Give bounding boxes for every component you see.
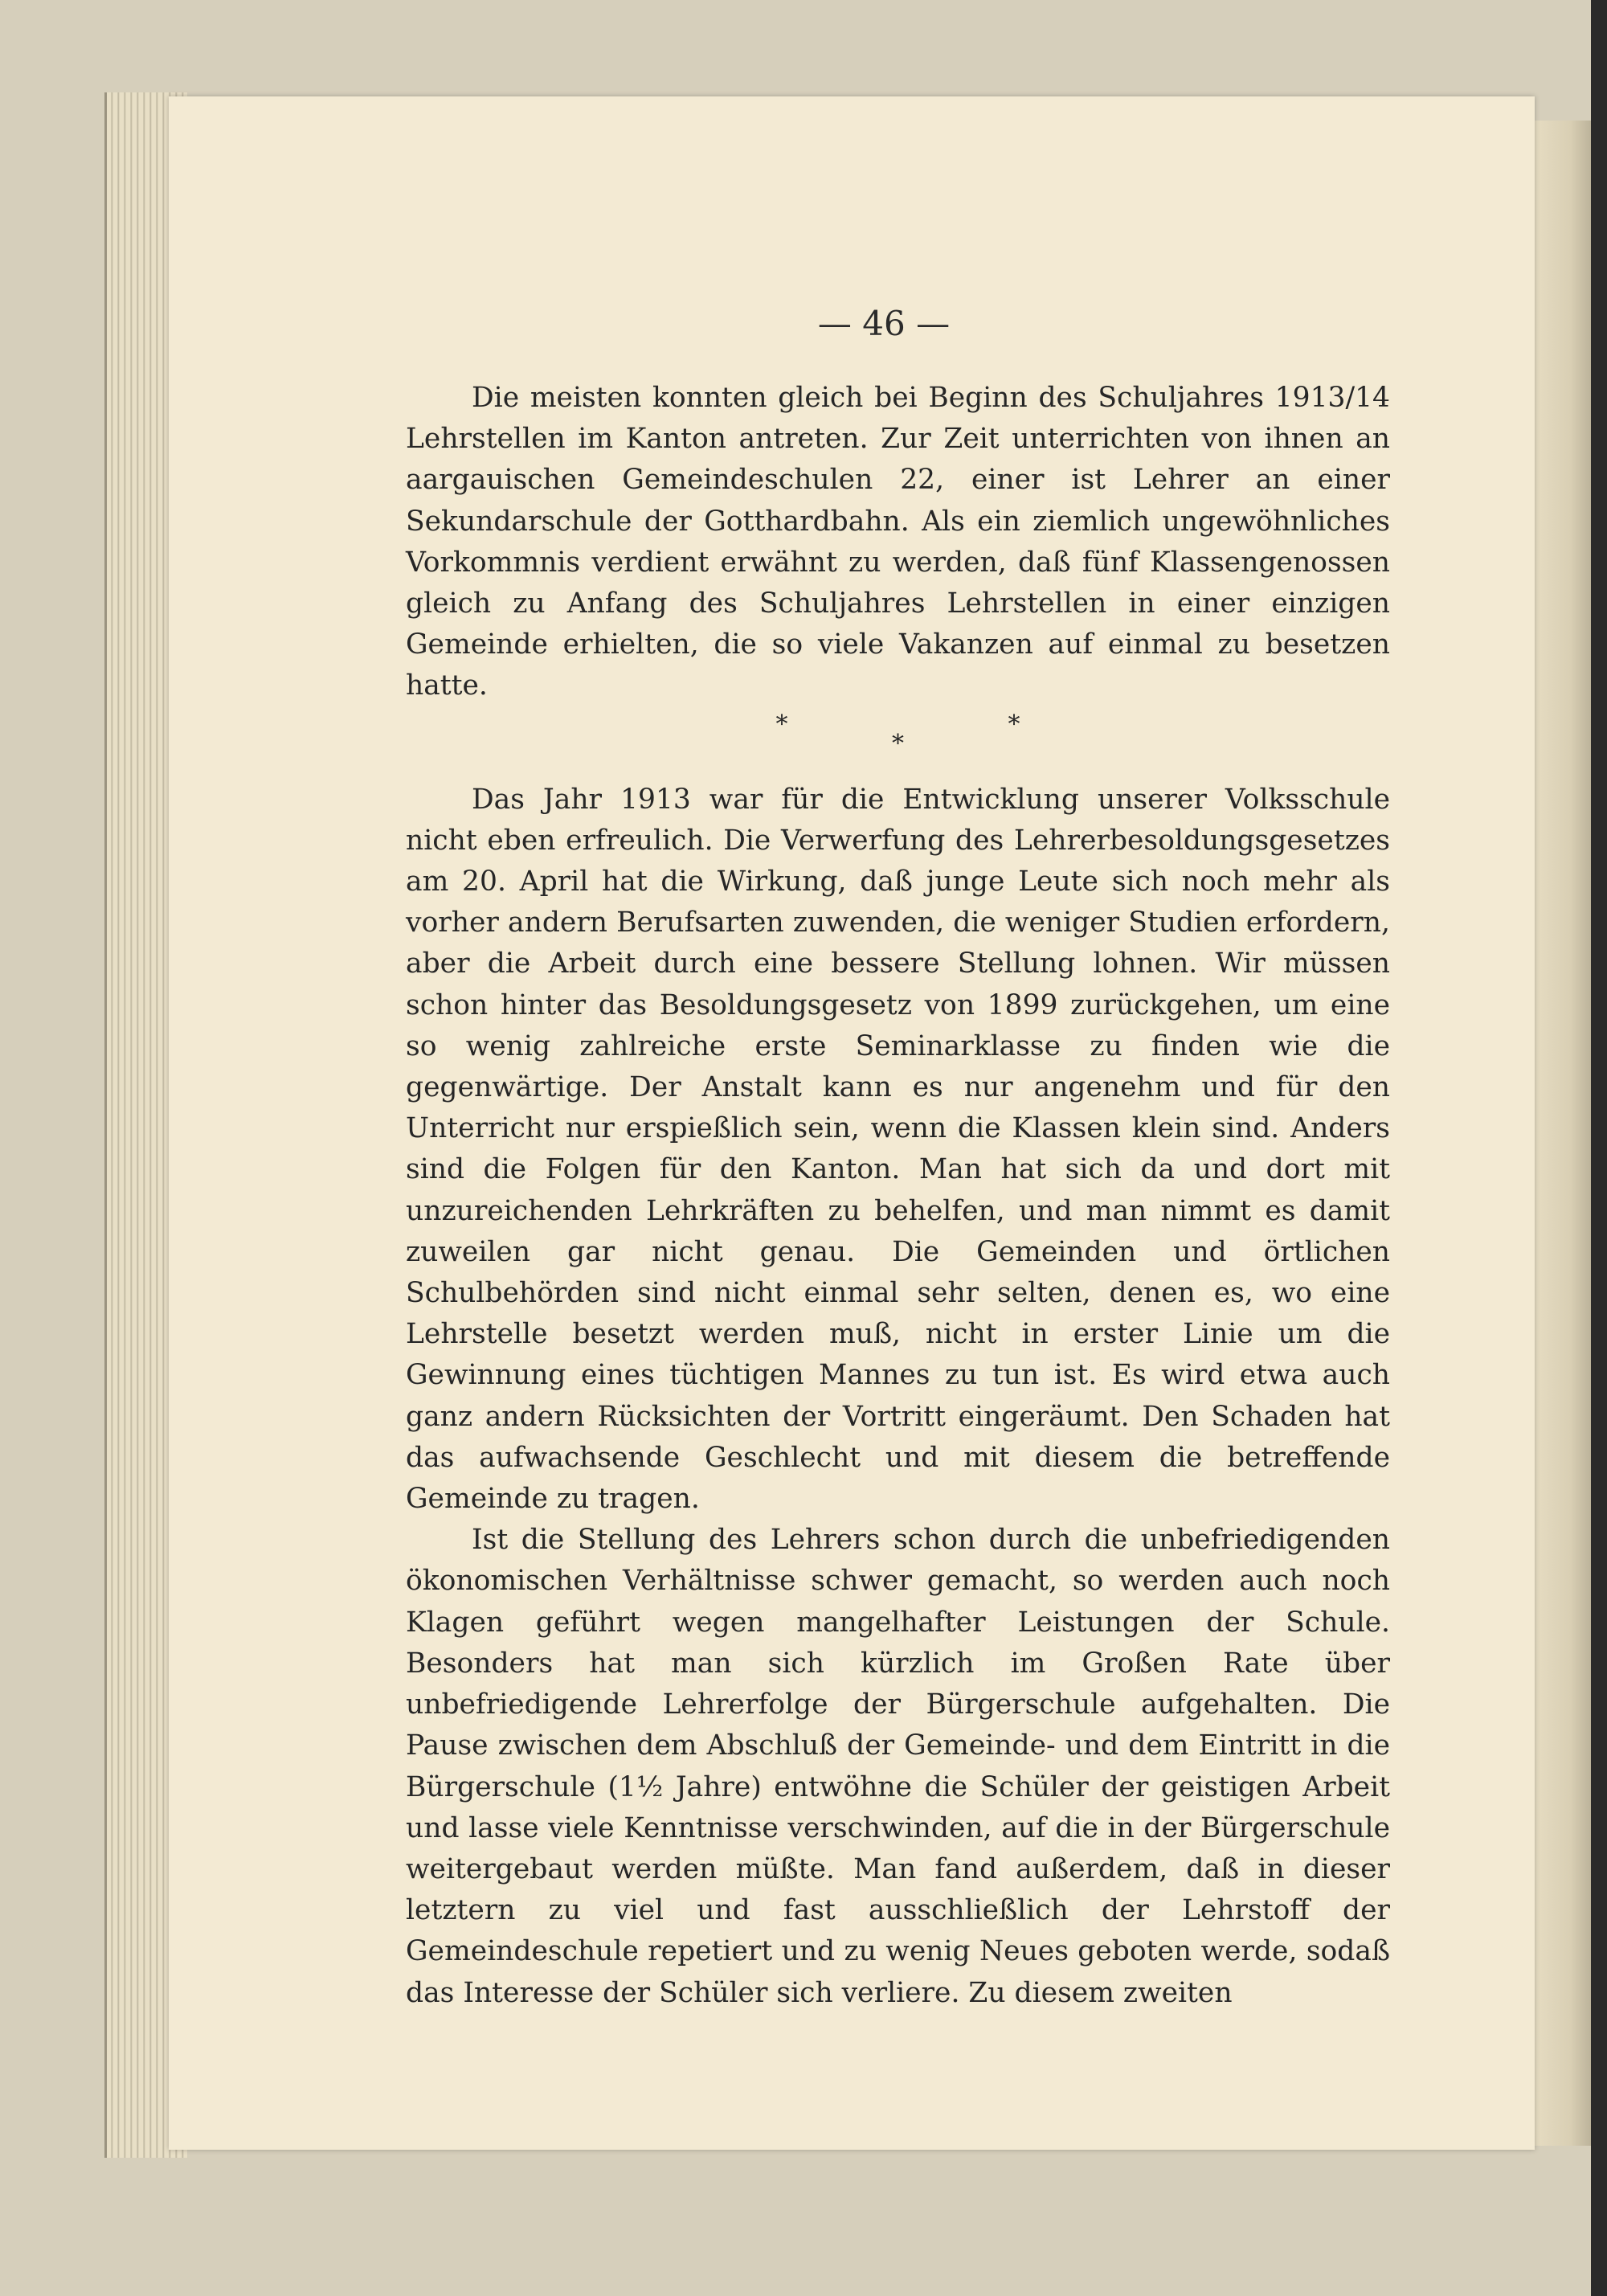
- body-text: [406, 378, 1390, 2014]
- scanner-edge: [1591, 0, 1607, 2296]
- paragraph-3: Ist die Stellung des Lehrers schon durch die unbefriedigenden ökonomischen Verhältnisse schwer gemacht, so werden auch noch Klagen geführt wegen mangelhafter Leistungen der Schule. Besonders hat man sich kürzlich im Großen Rate über unbefriedigende Lehrerfolge der Bürgerschule aufgehalten. Die Pause zwischen dem Abschluß der Gemeinde- und dem Eintritt in die Bürgerschule (1½ Jahre) entwöhne die Schüler der geistigen Arbeit und lasse viele Kenntnisse verschwinden, auf die in der Bürgerschule weitergebaut werden müßte. Man fand außerdem, daß in dieser letztern zu viel und fast ausschließlich der Lehrstoff der Gemeindeschule repetiert und zu wenig Neues geboten werde, sodaß das Interesse der Schüler sich verliere. Zu diesem zweiten: [406, 1524, 1390, 2009]
- asterisk-left: *: [775, 710, 788, 739]
- page-number: — 46 —: [817, 304, 951, 343]
- paragraph-2: Das Jahr 1913 war für die Entwicklung unserer Volksschule nicht eben erfreulich. Die Verwerfung des Lehrerbesoldungsgesetzes am 20. April hat die Wirkung, daß junge Leute sich noch mehr als vorher andern Berufsarten zuwenden, die weniger Studien erfordern, aber die Arbeit durch eine bessere Stellung lohnen. Wir müssen schon hinter das Besoldungsgesetz von 1899 zurückgehen, um eine so wenig zahlreiche erste Seminarklasse zu finden wie die gegenwärtige. Der Anstalt kann es nur angenehm und für den Unterricht nur erspießlich sein, wenn die Klassen klein sind. Anders sind die Folgen für den Kanton. Man hat sich da und dort mit unzureichenden Lehrkräften zu behelfen, und man nimmt es damit zuweilen gar nicht genau. Die Gemeinden und örtlichen Schulbehörden sind nicht einmal sehr selten, denen es, wo eine Lehrstelle besetzt werden muß, nicht in erster Linie um die Gewinnung eines tüchtigen Mannes zu tun ist. Es wird etwa auch ganz andern Rücksichten der Vortritt eingeräumt. Den Schaden hat das aufwachsende Geschlecht und mit diesem die betreffende Gemeinde zu tragen.: [406, 783, 1390, 1516]
- section-separator: [406, 701, 1390, 773]
- paragraph-1: Die meisten konnten gleich bei Beginn des Schuljahres 1913/14 Lehrstellen im Kanton antreten. Zur Zeit unterrichten von ihnen an aargauischen Gemeindeschulen 22, einer ist Lehrer an einer Sekundarschule der Gotthardbahn. Als ein ziemlich ungewöhnliches Vorkommnis verdient erwähnt zu werden, daß fünf Klassengenossen gleich zu Anfang des Schuljahres Lehrstellen in einer einzigen Gemeinde erhielten, die so viele Vakanzen auf einmal zu besetzen hatte.: [406, 382, 1390, 702]
- asterisk-middle: *: [892, 729, 904, 758]
- asterisk-right: *: [1008, 710, 1020, 739]
